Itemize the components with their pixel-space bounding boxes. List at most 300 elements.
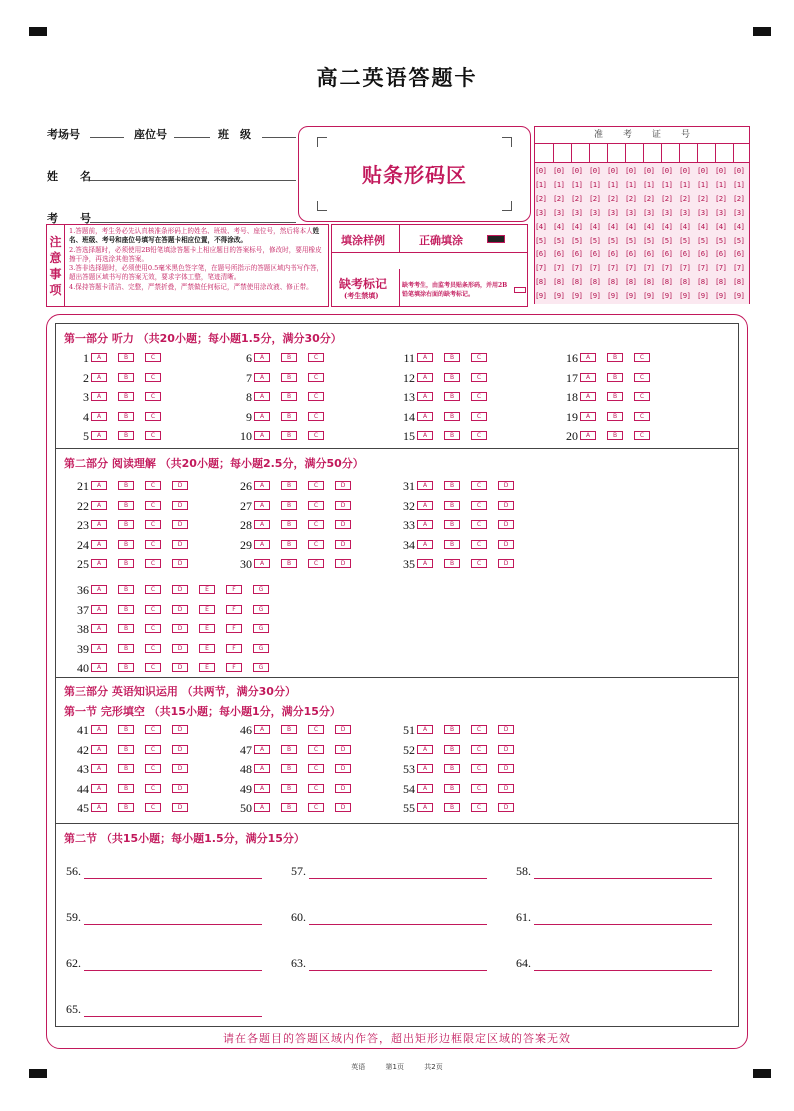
listening-q-option-bubble[interactable]: C — [145, 412, 161, 421]
reading-q-option-bubble[interactable]: B — [118, 481, 134, 490]
exam-id-digit-bubble[interactable]: [2] — [535, 193, 547, 203]
exam-id-digit-bubble[interactable]: [0] — [661, 166, 673, 175]
exam-id-digit-bubble[interactable]: [4] — [535, 221, 547, 231]
fill-in-answer-line[interactable] — [84, 970, 262, 971]
exam-id-digit-bubble[interactable]: [3] — [535, 207, 547, 217]
cloze-q-option-bubble[interactable]: A — [417, 764, 433, 773]
listening-q-option-bubble[interactable]: B — [118, 373, 134, 382]
cloze-q-option-bubble[interactable]: A — [91, 784, 107, 793]
exam-room-field[interactable] — [90, 137, 124, 138]
reading-q-option-bubble[interactable]: A — [91, 520, 107, 529]
exam-id-digit-bubble[interactable]: [0] — [607, 166, 619, 175]
fill-in-answer-line[interactable] — [534, 924, 712, 925]
cloze-q-option-bubble[interactable]: C — [145, 784, 161, 793]
listening-q-option-bubble[interactable]: B — [118, 412, 134, 421]
matching-q-option-bubble[interactable]: A — [91, 644, 107, 653]
reading-q-option-bubble[interactable]: D — [498, 540, 514, 549]
matching-q-option-bubble[interactable]: C — [145, 624, 161, 633]
exam-id-digit-bubble[interactable]: [5] — [535, 235, 547, 245]
exam-id-digit-bubble[interactable]: [2] — [571, 193, 583, 203]
exam-id-digit-bubble[interactable]: [6] — [589, 249, 601, 259]
exam-id-digit-bubble[interactable]: [4] — [643, 221, 655, 231]
exam-id-bubbles[interactable] — [535, 163, 749, 304]
exam-id-digit-bubble[interactable]: [6] — [643, 249, 655, 259]
reading-q-option-bubble[interactable]: A — [91, 501, 107, 510]
cloze-q-option-bubble[interactable]: C — [145, 745, 161, 754]
cloze-q-option-bubble[interactable]: C — [471, 803, 487, 812]
exam-id-digit-bubble[interactable]: [8] — [733, 277, 745, 287]
reading-q-option-bubble[interactable]: B — [444, 559, 460, 568]
reading-q-option-bubble[interactable]: C — [145, 501, 161, 510]
exam-id-digit-bubble[interactable]: [7] — [625, 263, 637, 273]
reading-q-option-bubble[interactable]: B — [281, 559, 297, 568]
matching-q-option-bubble[interactable]: F — [226, 605, 242, 614]
listening-q-option-bubble[interactable]: C — [634, 392, 650, 401]
matching-q-option-bubble[interactable]: F — [226, 624, 242, 633]
matching-q-option-bubble[interactable]: G — [253, 644, 269, 653]
listening-q-option-bubble[interactable]: C — [308, 373, 324, 382]
matching-q-option-bubble[interactable]: B — [118, 605, 134, 614]
seat-number-field[interactable] — [174, 137, 210, 138]
reading-q-option-bubble[interactable]: A — [254, 559, 270, 568]
matching-q-option-bubble[interactable]: E — [199, 624, 215, 633]
listening-q-option-bubble[interactable]: C — [471, 431, 487, 440]
listening-q-option-bubble[interactable]: A — [254, 373, 270, 382]
cloze-q-option-bubble[interactable]: C — [308, 803, 324, 812]
listening-q-option-bubble[interactable]: C — [471, 373, 487, 382]
reading-q-option-bubble[interactable]: A — [417, 501, 433, 510]
matching-q-option-bubble[interactable]: G — [253, 624, 269, 633]
listening-q-option-bubble[interactable]: A — [580, 431, 596, 440]
exam-id-digit-bubble[interactable]: [7] — [733, 263, 745, 273]
listening-q-option-bubble[interactable]: B — [281, 373, 297, 382]
fill-in-answer-line[interactable] — [309, 878, 487, 879]
exam-id-digit-bubble[interactable]: [8] — [571, 277, 583, 287]
exam-id-digit-bubble[interactable]: [4] — [607, 221, 619, 231]
matching-q-option-bubble[interactable]: B — [118, 624, 134, 633]
reading-q-option-bubble[interactable]: A — [254, 501, 270, 510]
reading-q-option-bubble[interactable]: B — [118, 540, 134, 549]
cloze-q-option-bubble[interactable]: A — [254, 803, 270, 812]
reading-q-option-bubble[interactable]: C — [145, 481, 161, 490]
exam-id-digit-bubble[interactable]: [0] — [553, 166, 565, 175]
exam-id-digit-bubble[interactable]: [0] — [571, 166, 583, 175]
exam-id-digit-bubble[interactable]: [5] — [553, 235, 565, 245]
exam-id-digit-bubble[interactable]: [0] — [733, 166, 745, 175]
exam-id-digit-bubble[interactable]: [4] — [589, 221, 601, 231]
exam-id-digit-bubble[interactable]: [5] — [625, 235, 637, 245]
reading-q-option-bubble[interactable]: D — [498, 481, 514, 490]
exam-id-digit-bubble[interactable]: [8] — [661, 277, 673, 287]
exam-id-digit-bubble[interactable]: [3] — [553, 207, 565, 217]
exam-id-digit-bubble[interactable]: [5] — [589, 235, 601, 245]
exam-id-digit-bubble[interactable]: [7] — [553, 263, 565, 273]
reading-q-option-bubble[interactable]: C — [145, 559, 161, 568]
exam-id-digit-bubble[interactable]: [2] — [643, 193, 655, 203]
reading-q-option-bubble[interactable]: B — [281, 481, 297, 490]
exam-id-digit-bubble[interactable]: [5] — [733, 235, 745, 245]
cloze-q-option-bubble[interactable]: C — [145, 764, 161, 773]
exam-id-digit-bubble[interactable]: [6] — [733, 249, 745, 259]
reading-q-option-bubble[interactable]: C — [471, 559, 487, 568]
reading-q-option-bubble[interactable]: B — [444, 501, 460, 510]
reading-q-option-bubble[interactable]: D — [172, 540, 188, 549]
reading-q-option-bubble[interactable]: B — [444, 520, 460, 529]
exam-id-digit-bubble[interactable]: [2] — [733, 193, 745, 203]
listening-q-option-bubble[interactable]: C — [145, 373, 161, 382]
exam-id-digit-bubble[interactable]: [0] — [679, 166, 691, 175]
exam-id-digit-bubble[interactable]: [9] — [679, 291, 691, 301]
fill-in-answer-line[interactable] — [309, 924, 487, 925]
reading-q-option-bubble[interactable]: C — [308, 520, 324, 529]
cloze-q-option-bubble[interactable]: A — [417, 803, 433, 812]
matching-q-option-bubble[interactable]: E — [199, 663, 215, 672]
exam-id-digit-bubble[interactable]: [5] — [715, 235, 727, 245]
cloze-q-option-bubble[interactable]: B — [444, 745, 460, 754]
exam-id-digit-bubble[interactable]: [1] — [715, 179, 727, 189]
reading-q-option-bubble[interactable]: D — [172, 520, 188, 529]
exam-id-digit-bubble[interactable]: [3] — [571, 207, 583, 217]
cloze-q-option-bubble[interactable]: D — [498, 784, 514, 793]
exam-id-digit-bubble[interactable]: [7] — [679, 263, 691, 273]
listening-q-option-bubble[interactable]: C — [308, 353, 324, 362]
reading-q-option-bubble[interactable]: C — [471, 481, 487, 490]
exam-id-digit-bubble[interactable]: [1] — [607, 179, 619, 189]
reading-q-option-bubble[interactable]: B — [444, 481, 460, 490]
exam-id-digit-bubble[interactable]: [7] — [697, 263, 709, 273]
matching-q-option-bubble[interactable]: A — [91, 585, 107, 594]
matching-q-option-bubble[interactable]: F — [226, 663, 242, 672]
cloze-q-option-bubble[interactable]: B — [281, 764, 297, 773]
cloze-q-option-bubble[interactable]: A — [91, 764, 107, 773]
listening-q-option-bubble[interactable]: B — [444, 431, 460, 440]
reading-q-option-bubble[interactable]: C — [471, 501, 487, 510]
listening-q-option-bubble[interactable]: A — [417, 431, 433, 440]
exam-id-digit-bubble[interactable]: [1] — [535, 179, 547, 189]
reading-q-option-bubble[interactable]: C — [145, 540, 161, 549]
cloze-q-option-bubble[interactable]: A — [91, 803, 107, 812]
exam-id-digit-bubble[interactable]: [6] — [625, 249, 637, 259]
exam-id-digit-bubble[interactable]: [8] — [643, 277, 655, 287]
exam-id-digit-bubble[interactable]: [4] — [553, 221, 565, 231]
reading-q-option-bubble[interactable]: D — [172, 559, 188, 568]
listening-q-option-bubble[interactable]: C — [308, 431, 324, 440]
reading-q-option-bubble[interactable]: B — [118, 559, 134, 568]
cloze-q-option-bubble[interactable]: A — [417, 784, 433, 793]
reading-q-option-bubble[interactable]: D — [335, 559, 351, 568]
exam-id-digit-bubble[interactable]: [4] — [571, 221, 583, 231]
cloze-q-option-bubble[interactable]: A — [254, 745, 270, 754]
exam-id-digit-bubble[interactable]: [1] — [625, 179, 637, 189]
listening-q-option-bubble[interactable]: C — [145, 392, 161, 401]
matching-q-option-bubble[interactable]: F — [226, 644, 242, 653]
listening-q-option-bubble[interactable]: B — [118, 353, 134, 362]
reading-q-option-bubble[interactable]: C — [308, 540, 324, 549]
reading-q-option-bubble[interactable]: A — [254, 520, 270, 529]
listening-q-option-bubble[interactable]: B — [118, 392, 134, 401]
exam-id-digit-bubble[interactable]: [8] — [697, 277, 709, 287]
exam-id-write-row[interactable] — [535, 144, 749, 163]
reading-q-option-bubble[interactable]: C — [308, 481, 324, 490]
exam-id-digit-bubble[interactable]: [1] — [661, 179, 673, 189]
exam-id-digit-bubble[interactable]: [6] — [553, 249, 565, 259]
cloze-q-option-bubble[interactable]: A — [417, 745, 433, 754]
listening-q-option-bubble[interactable]: A — [417, 373, 433, 382]
listening-q-option-bubble[interactable]: C — [634, 353, 650, 362]
exam-id-digit-bubble[interactable]: [0] — [643, 166, 655, 175]
exam-id-digit-bubble[interactable]: [6] — [715, 249, 727, 259]
reading-q-option-bubble[interactable]: D — [335, 540, 351, 549]
class-field[interactable] — [262, 137, 296, 138]
cloze-q-option-bubble[interactable]: B — [118, 784, 134, 793]
exam-id-digit-bubble[interactable]: [9] — [571, 291, 583, 301]
exam-id-digit-bubble[interactable]: [9] — [715, 291, 727, 301]
exam-id-digit-bubble[interactable]: [3] — [643, 207, 655, 217]
reading-q-option-bubble[interactable]: B — [281, 540, 297, 549]
reading-q-option-bubble[interactable]: B — [118, 501, 134, 510]
reading-q-option-bubble[interactable]: D — [172, 481, 188, 490]
listening-q-option-bubble[interactable]: C — [634, 373, 650, 382]
exam-id-digit-bubble[interactable]: [4] — [715, 221, 727, 231]
exam-id-digit-bubble[interactable]: [0] — [535, 166, 547, 175]
listening-q-option-bubble[interactable]: B — [444, 392, 460, 401]
exam-id-digit-bubble[interactable]: [0] — [625, 166, 637, 175]
cloze-q-option-bubble[interactable]: B — [281, 803, 297, 812]
exam-id-digit-bubble[interactable]: [2] — [607, 193, 619, 203]
listening-q-option-bubble[interactable]: A — [91, 431, 107, 440]
exam-id-digit-bubble[interactable]: [8] — [535, 277, 547, 287]
cloze-q-option-bubble[interactable]: C — [145, 725, 161, 734]
cloze-q-option-bubble[interactable]: A — [254, 784, 270, 793]
cloze-q-option-bubble[interactable]: B — [118, 725, 134, 734]
fill-in-answer-line[interactable] — [84, 1016, 262, 1017]
cloze-q-option-bubble[interactable]: A — [417, 725, 433, 734]
matching-q-option-bubble[interactable]: A — [91, 624, 107, 633]
reading-q-option-bubble[interactable]: A — [417, 520, 433, 529]
matching-q-option-bubble[interactable]: G — [253, 585, 269, 594]
reading-q-option-bubble[interactable]: A — [254, 540, 270, 549]
fill-in-answer-line[interactable] — [534, 970, 712, 971]
exam-id-digit-bubble[interactable]: [2] — [553, 193, 565, 203]
reading-q-option-bubble[interactable]: B — [281, 520, 297, 529]
exam-id-digit-bubble[interactable]: [0] — [589, 166, 601, 175]
matching-q-option-bubble[interactable]: A — [91, 605, 107, 614]
reading-q-option-bubble[interactable]: A — [417, 540, 433, 549]
listening-q-option-bubble[interactable]: C — [145, 353, 161, 362]
listening-q-option-bubble[interactable]: A — [91, 412, 107, 421]
cloze-q-option-bubble[interactable]: B — [281, 725, 297, 734]
matching-q-option-bubble[interactable]: B — [118, 644, 134, 653]
cloze-q-option-bubble[interactable]: D — [498, 764, 514, 773]
reading-q-option-bubble[interactable]: B — [118, 520, 134, 529]
listening-q-option-bubble[interactable]: A — [580, 412, 596, 421]
exam-id-digit-bubble[interactable]: [8] — [679, 277, 691, 287]
reading-q-option-bubble[interactable]: C — [471, 540, 487, 549]
cloze-q-option-bubble[interactable]: D — [172, 764, 188, 773]
exam-id-digit-bubble[interactable]: [8] — [553, 277, 565, 287]
cloze-q-option-bubble[interactable]: D — [172, 803, 188, 812]
fill-in-answer-line[interactable] — [309, 970, 487, 971]
reading-q-option-bubble[interactable]: C — [308, 559, 324, 568]
matching-q-option-bubble[interactable]: D — [172, 605, 188, 614]
name-field[interactable] — [90, 180, 296, 181]
listening-q-option-bubble[interactable]: A — [91, 353, 107, 362]
exam-id-digit-bubble[interactable]: [6] — [571, 249, 583, 259]
matching-q-option-bubble[interactable]: B — [118, 585, 134, 594]
listening-q-option-bubble[interactable]: B — [281, 412, 297, 421]
listening-q-option-bubble[interactable]: B — [444, 373, 460, 382]
reading-q-option-bubble[interactable]: C — [308, 501, 324, 510]
listening-q-option-bubble[interactable]: A — [417, 392, 433, 401]
exam-id-digit-bubble[interactable]: [2] — [697, 193, 709, 203]
cloze-q-option-bubble[interactable]: C — [471, 784, 487, 793]
listening-q-option-bubble[interactable]: A — [254, 353, 270, 362]
exam-id-digit-bubble[interactable]: [6] — [535, 249, 547, 259]
exam-id-digit-bubble[interactable]: [9] — [607, 291, 619, 301]
exam-id-digit-bubble[interactable]: [1] — [571, 179, 583, 189]
listening-q-option-bubble[interactable]: C — [634, 412, 650, 421]
cloze-q-option-bubble[interactable]: A — [91, 745, 107, 754]
matching-q-option-bubble[interactable]: D — [172, 644, 188, 653]
exam-id-digit-bubble[interactable]: [3] — [733, 207, 745, 217]
cloze-q-option-bubble[interactable]: B — [118, 764, 134, 773]
exam-number-field[interactable] — [90, 222, 296, 223]
exam-id-digit-bubble[interactable]: [6] — [661, 249, 673, 259]
cloze-q-option-bubble[interactable]: B — [444, 784, 460, 793]
matching-q-option-bubble[interactable]: B — [118, 663, 134, 672]
cloze-q-option-bubble[interactable]: B — [118, 745, 134, 754]
listening-q-option-bubble[interactable]: C — [471, 392, 487, 401]
exam-id-digit-bubble[interactable]: [7] — [535, 263, 547, 273]
listening-q-option-bubble[interactable]: A — [417, 412, 433, 421]
cloze-q-option-bubble[interactable]: C — [145, 803, 161, 812]
exam-id-digit-bubble[interactable]: [3] — [679, 207, 691, 217]
cloze-q-option-bubble[interactable]: D — [335, 745, 351, 754]
exam-id-digit-bubble[interactable]: [2] — [625, 193, 637, 203]
listening-q-option-bubble[interactable]: B — [444, 353, 460, 362]
listening-q-option-bubble[interactable]: B — [607, 373, 623, 382]
cloze-q-option-bubble[interactable]: C — [308, 764, 324, 773]
exam-id-digit-bubble[interactable]: [7] — [643, 263, 655, 273]
reading-q-option-bubble[interactable]: A — [417, 481, 433, 490]
reading-q-option-bubble[interactable]: B — [281, 501, 297, 510]
exam-id-digit-bubble[interactable]: [8] — [625, 277, 637, 287]
exam-id-digit-bubble[interactable]: [2] — [661, 193, 673, 203]
matching-q-option-bubble[interactable]: E — [199, 585, 215, 594]
listening-q-option-bubble[interactable]: B — [607, 353, 623, 362]
matching-q-option-bubble[interactable]: D — [172, 585, 188, 594]
exam-id-digit-bubble[interactable]: [2] — [679, 193, 691, 203]
exam-id-digit-bubble[interactable]: [4] — [625, 221, 637, 231]
exam-id-digit-bubble[interactable]: [9] — [661, 291, 673, 301]
exam-id-digit-bubble[interactable]: [9] — [625, 291, 637, 301]
exam-id-digit-bubble[interactable]: [1] — [589, 179, 601, 189]
reading-q-option-bubble[interactable]: D — [335, 520, 351, 529]
exam-id-digit-bubble[interactable]: [4] — [733, 221, 745, 231]
matching-q-option-bubble[interactable]: C — [145, 585, 161, 594]
listening-q-option-bubble[interactable]: A — [254, 392, 270, 401]
cloze-q-option-bubble[interactable]: D — [335, 784, 351, 793]
cloze-q-option-bubble[interactable]: B — [444, 764, 460, 773]
matching-q-option-bubble[interactable]: E — [199, 605, 215, 614]
reading-q-option-bubble[interactable]: C — [145, 520, 161, 529]
exam-id-digit-bubble[interactable]: [3] — [697, 207, 709, 217]
cloze-q-option-bubble[interactable]: B — [444, 725, 460, 734]
reading-q-option-bubble[interactable]: D — [172, 501, 188, 510]
listening-q-option-bubble[interactable]: A — [254, 431, 270, 440]
exam-id-digit-bubble[interactable]: [1] — [553, 179, 565, 189]
exam-id-digit-bubble[interactable]: [9] — [643, 291, 655, 301]
exam-id-digit-bubble[interactable]: [1] — [697, 179, 709, 189]
cloze-q-option-bubble[interactable]: A — [91, 725, 107, 734]
exam-id-digit-bubble[interactable]: [0] — [715, 166, 727, 175]
matching-q-option-bubble[interactable]: G — [253, 663, 269, 672]
cloze-q-option-bubble[interactable]: D — [172, 745, 188, 754]
exam-id-digit-bubble[interactable]: [2] — [715, 193, 727, 203]
matching-q-option-bubble[interactable]: D — [172, 663, 188, 672]
listening-q-option-bubble[interactable]: B — [607, 392, 623, 401]
exam-id-digit-bubble[interactable]: [4] — [697, 221, 709, 231]
exam-id-digit-bubble[interactable]: [4] — [661, 221, 673, 231]
reading-q-option-bubble[interactable]: D — [498, 501, 514, 510]
cloze-q-option-bubble[interactable]: C — [308, 784, 324, 793]
exam-id-digit-bubble[interactable]: [5] — [679, 235, 691, 245]
matching-q-option-bubble[interactable]: G — [253, 605, 269, 614]
absent-mark-box[interactable] — [514, 287, 526, 293]
listening-q-option-bubble[interactable]: C — [145, 431, 161, 440]
listening-q-option-bubble[interactable]: A — [580, 353, 596, 362]
exam-id-digit-bubble[interactable]: [6] — [697, 249, 709, 259]
reading-q-option-bubble[interactable]: C — [471, 520, 487, 529]
exam-id-digit-bubble[interactable]: [1] — [733, 179, 745, 189]
matching-q-option-bubble[interactable]: C — [145, 644, 161, 653]
matching-q-option-bubble[interactable]: F — [226, 585, 242, 594]
listening-q-option-bubble[interactable]: A — [91, 373, 107, 382]
cloze-q-option-bubble[interactable]: A — [254, 764, 270, 773]
cloze-q-option-bubble[interactable]: D — [335, 764, 351, 773]
exam-id-digit-bubble[interactable]: [2] — [589, 193, 601, 203]
listening-q-option-bubble[interactable]: A — [417, 353, 433, 362]
cloze-q-option-bubble[interactable]: C — [308, 745, 324, 754]
exam-id-digit-bubble[interactable]: [3] — [625, 207, 637, 217]
exam-id-digit-bubble[interactable]: [7] — [661, 263, 673, 273]
listening-q-option-bubble[interactable]: C — [471, 353, 487, 362]
listening-q-option-bubble[interactable]: B — [281, 353, 297, 362]
listening-q-option-bubble[interactable]: B — [281, 392, 297, 401]
reading-q-option-bubble[interactable]: A — [91, 559, 107, 568]
cloze-q-option-bubble[interactable]: D — [498, 725, 514, 734]
exam-id-digit-bubble[interactable]: [5] — [697, 235, 709, 245]
listening-q-option-bubble[interactable]: B — [444, 412, 460, 421]
matching-q-option-bubble[interactable]: C — [145, 605, 161, 614]
exam-id-digit-bubble[interactable]: [5] — [571, 235, 583, 245]
cloze-q-option-bubble[interactable]: C — [471, 725, 487, 734]
cloze-q-option-bubble[interactable]: C — [471, 745, 487, 754]
exam-id-digit-bubble[interactable]: [8] — [715, 277, 727, 287]
listening-q-option-bubble[interactable]: B — [118, 431, 134, 440]
exam-id-digit-bubble[interactable]: [3] — [715, 207, 727, 217]
cloze-q-option-bubble[interactable]: D — [335, 803, 351, 812]
exam-id-digit-bubble[interactable]: [7] — [607, 263, 619, 273]
exam-id-digit-bubble[interactable]: [9] — [553, 291, 565, 301]
listening-q-option-bubble[interactable]: A — [91, 392, 107, 401]
exam-id-digit-bubble[interactable]: [9] — [535, 291, 547, 301]
cloze-q-option-bubble[interactable]: D — [172, 784, 188, 793]
exam-id-digit-bubble[interactable]: [5] — [643, 235, 655, 245]
reading-q-option-bubble[interactable]: B — [444, 540, 460, 549]
listening-q-option-bubble[interactable]: C — [634, 431, 650, 440]
reading-q-option-bubble[interactable]: A — [91, 540, 107, 549]
